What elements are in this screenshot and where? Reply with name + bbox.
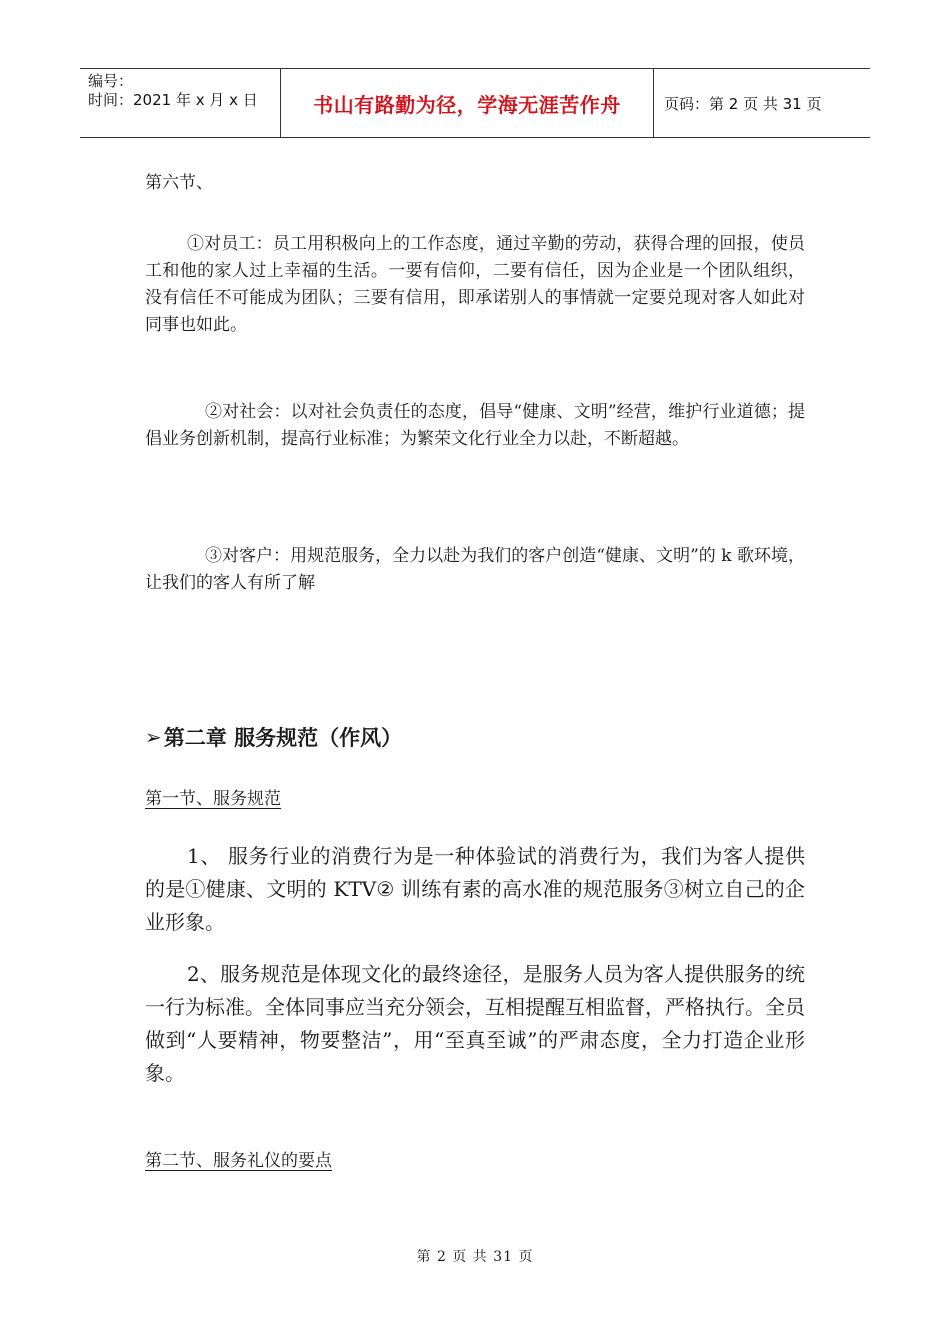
header-page-info: 页码：第 2 页 共 31 页 [664, 94, 822, 113]
header-meta [80, 69, 281, 137]
section-6-title: 第六节、 [145, 173, 213, 193]
chapter-2-heading [145, 722, 402, 752]
section-1-paragraph-1: 1、 服务行业的消费行为是一种体验试的消费行为，我们为客人提供的是①健康、文明的 KTV② 训练有素的高水准的规范服务③树立自己的企业形象。 [145, 844, 805, 934]
chapter-2-title: 第二章 服务规范（作风） [163, 726, 403, 750]
header-motto: 书山有路勤为径，学海无涯苦作舟 [281, 69, 654, 137]
date-label: 时间：2021 年 x 月 x 日 [88, 91, 258, 109]
number-label: 编号： [88, 72, 134, 90]
section-6-paragraph-employees: ①对员工：员工用积极向上的工作态度，通过辛勤的劳动，获得合理的回报，使员工和他的家人过上幸福的生活。一要有信仰，二要有信任，因为企业是一个团队组织，没有信任不可能成为团队；三要有信用，即承诺别人的事情就一定要兑现对客人如此对同事也如此。 [145, 234, 805, 335]
arrow-bullet-icon: ➢ [145, 725, 162, 749]
section-1-paragraph-2: 2、服务规范是体现文化的最终途径，是服务人员为客人提供服务的统一行为标准。全体同事应当充分领会，互相提醒互相监督，严格执行。全员做到“人要精神，物要整洁”，用“至真至诚”的严肃态度，全力打造企业形象。 [145, 962, 805, 1085]
section-2-title: 第二节、服务礼仪的要点 [145, 1151, 332, 1171]
section-6-paragraph-customers: ③对客户：用规范服务，全力以赴为我们的客户创造“健康、文明”的 k 歌环境，让我们的客人有所了解 [145, 546, 805, 593]
section-6-paragraph-society: ②对社会：以对社会负责任的态度，倡导“健康、文明”经营，维护行业道德；提倡业务创新机制，提高行业标准；为繁荣文化行业全力以赴，不断超越。 [145, 402, 805, 449]
page-header [80, 68, 870, 138]
page-footer: 第 2 页 共 31 页 [416, 1249, 534, 1265]
section-1-title: 第一节、服务规范 [145, 789, 281, 809]
